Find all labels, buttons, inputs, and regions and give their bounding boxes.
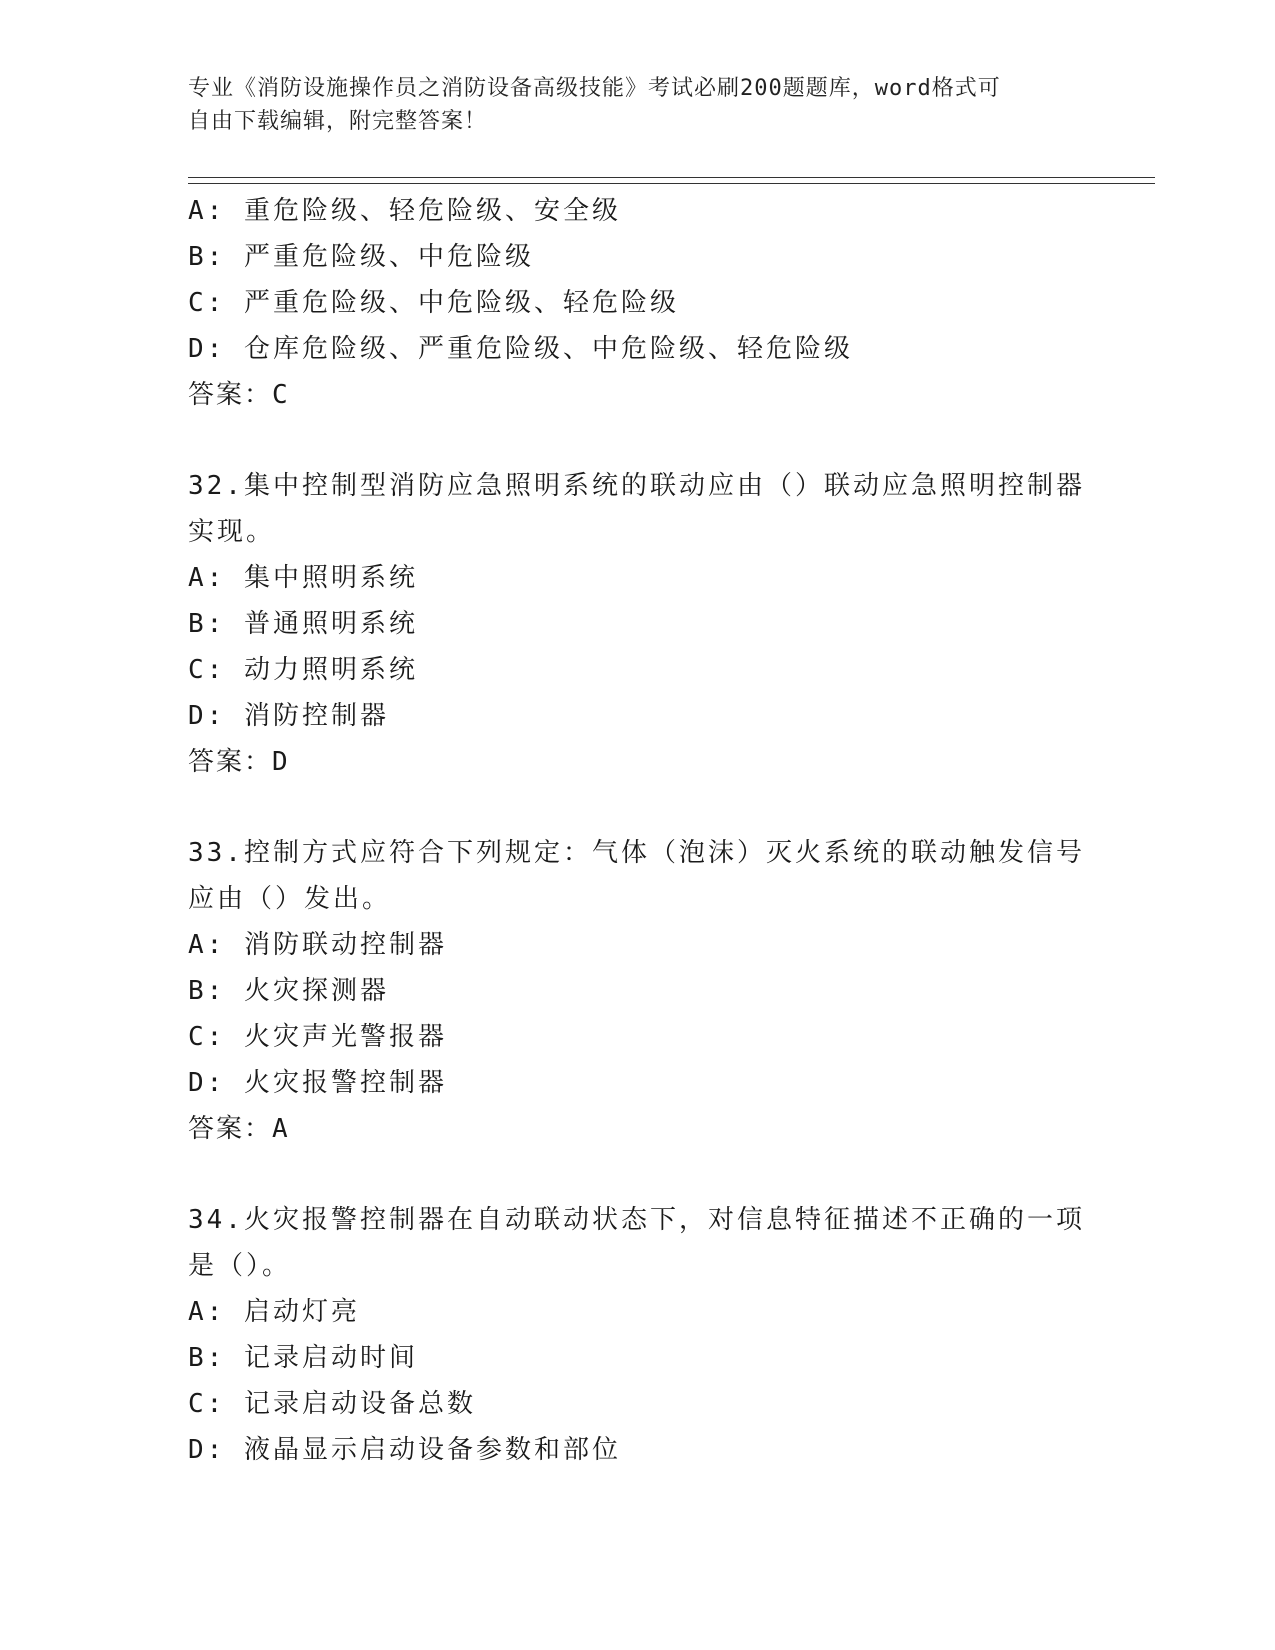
option-a: A: 消防联动控制器	[188, 930, 447, 960]
document-body	[188, 188, 1088, 1473]
question-text-line-1: 33.控制方式应符合下列规定：气体（泡沫）灭火系统的联动触发信号	[188, 838, 1085, 868]
header-divider-bottom	[188, 183, 1155, 184]
option-d: D: 消防控制器	[188, 701, 389, 731]
question-text-line-2: 实现。	[188, 517, 276, 547]
question-33	[188, 830, 1088, 1152]
option-d: D: 仓库危险级、严重危险级、中危险级、轻危险级	[188, 334, 853, 364]
header-title-line-1: 专业《消防设施操作员之消防设备高级技能》考试必刷200题题库，word格式可	[188, 76, 1001, 101]
block-spacer	[188, 1152, 1088, 1197]
option-b: B: 严重危险级、中危险级	[188, 242, 534, 272]
option-c: C: 火灾声光警报器	[188, 1022, 447, 1052]
question-text-line-2: 是（）。	[188, 1251, 292, 1281]
option-a: A: 集中照明系统	[188, 563, 418, 593]
option-b: B: 火灾探测器	[188, 976, 389, 1006]
option-d: D: 火灾报警控制器	[188, 1068, 447, 1098]
block-spacer	[188, 785, 1088, 830]
option-c: C: 动力照明系统	[188, 655, 418, 685]
option-d: D: 液晶显示启动设备参数和部位	[188, 1435, 621, 1465]
option-a: A: 重危险级、轻危险级、安全级	[188, 196, 621, 226]
option-c: C: 严重危险级、中危险级、轻危险级	[188, 288, 679, 318]
page-header	[188, 72, 1088, 138]
header-title-line-2: 自由下载编辑，附完整答案！	[188, 109, 488, 134]
block-spacer	[188, 418, 1088, 463]
option-b: B: 普通照明系统	[188, 609, 418, 639]
answer-line: 答案：C	[188, 380, 290, 410]
option-c: C: 记录启动设备总数	[188, 1389, 476, 1419]
question-34	[188, 1197, 1088, 1473]
question-32	[188, 463, 1088, 785]
option-b: B: 记录启动时间	[188, 1343, 418, 1373]
answer-line: 答案：A	[188, 1114, 290, 1144]
option-a: A: 启动灯亮	[188, 1297, 360, 1327]
question-text-line-1: 34.火灾报警控制器在自动联动状态下，对信息特征描述不正确的一项	[188, 1205, 1085, 1235]
question-31-continued	[188, 188, 1088, 418]
question-text-line-2: 应由（）发出。	[188, 884, 392, 914]
question-text-line-1: 32.集中控制型消防应急照明系统的联动应由（）联动应急照明控制器	[188, 471, 1085, 501]
header-divider-top	[188, 177, 1155, 178]
answer-line: 答案：D	[188, 747, 290, 777]
